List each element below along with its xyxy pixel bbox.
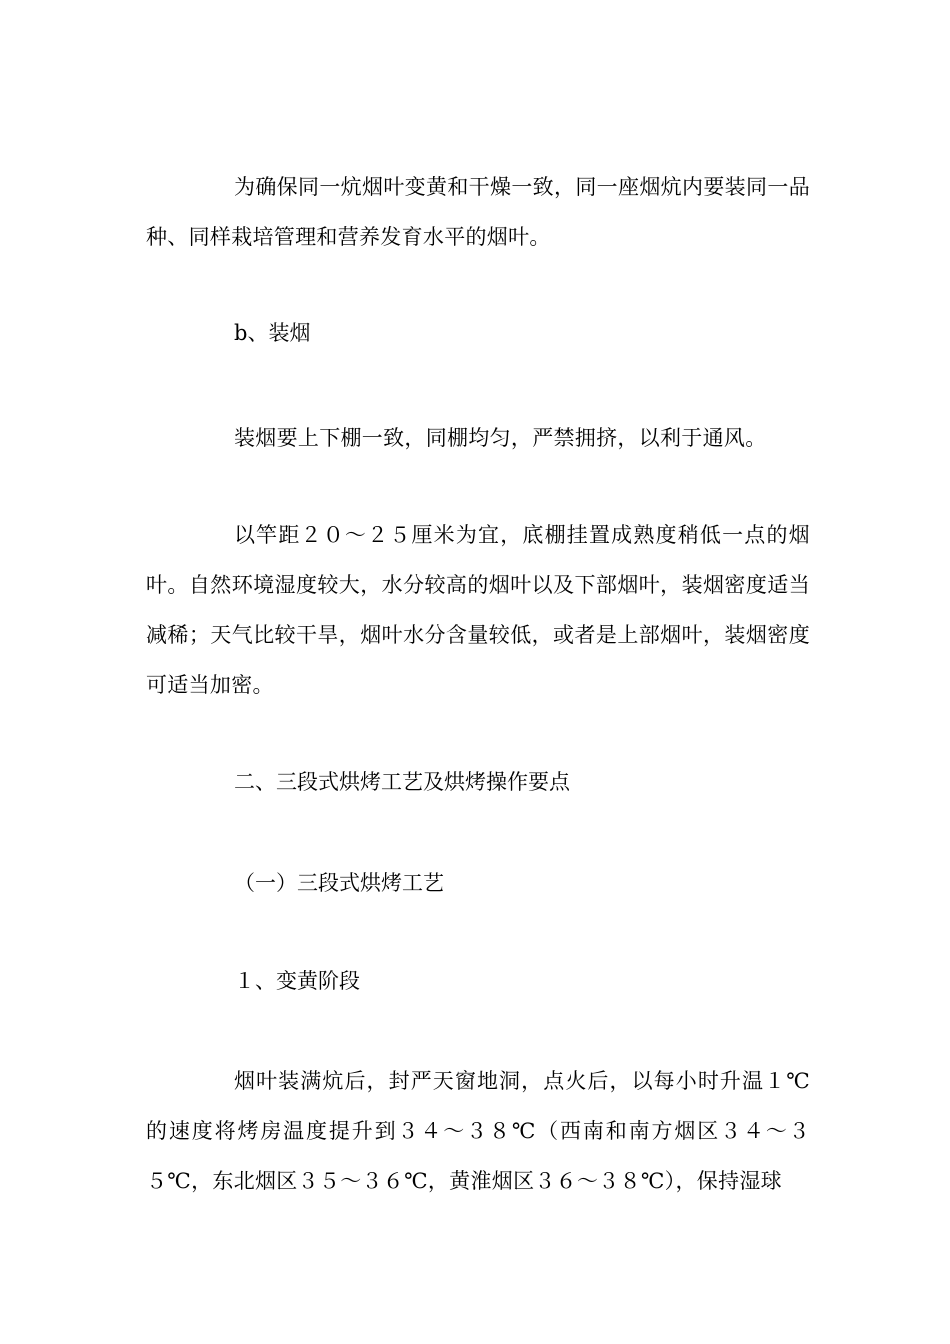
paragraph-yellowing-process: 烟叶装满炕后，封严天窗地洞，点火后，以每小时升温１℃的速度将烤房温度提升到３４～３８℃（西南和南方烟区３４～３５℃，东北烟区３５～３６℃，黄淮烟区３６～３８℃），保持湿球 — [146, 1069, 810, 1193]
heading-section-two: 二、三段式烘烤工艺及烘烤操作要点 — [234, 770, 570, 794]
paragraph-loading-density: 以竿距２０～２５厘米为宜，底棚挂置成熟度稍低一点的烟叶。自然环境湿度较大，水分较高的烟叶以及下部烟叶，装烟密度适当减稀；天气比较干旱，烟叶水分含量较低，或者是上部烟叶，装烟密度可适当加密。 — [146, 523, 810, 697]
paragraph-loading-rules: 装烟要上下棚一致，同棚均匀，严禁拥挤，以利于通风。 — [234, 426, 767, 450]
heading-subsection-one: （一）三段式烘烤工艺 — [234, 871, 444, 895]
paragraph-uniform-loading: 为确保同一炕烟叶变黄和干燥一致，同一座烟炕内要装同一品种、同样栽培管理和营养发育水平的烟叶。 — [146, 175, 810, 249]
heading-loading: b、装烟 — [234, 321, 311, 345]
heading-yellowing-stage: １、变黄阶段 — [234, 969, 360, 993]
